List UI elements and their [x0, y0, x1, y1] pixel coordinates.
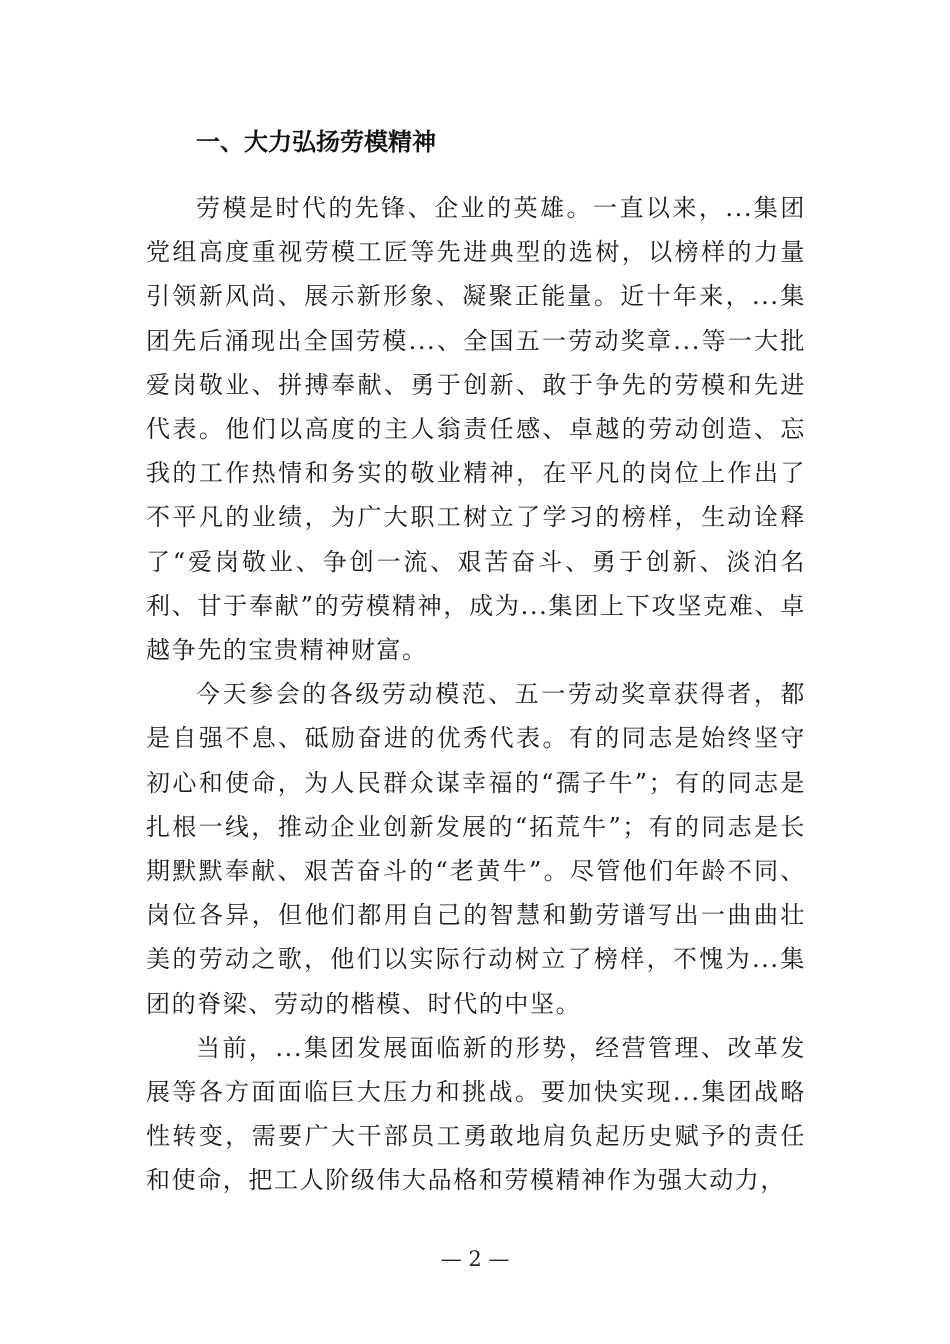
body-text	[146, 186, 806, 1203]
page-number: — 2 —	[440, 1247, 510, 1271]
section-heading: 一、大力弘扬劳模精神	[196, 128, 436, 156]
paragraph: 劳模是时代的先锋、企业的英雄。一直以来，...集团党组高度重视劳模工匠等先进典型的选树，以榜样的力量引领新风尚、展示新形象、凝聚正能量。近十年来，...集团先后涌现出全国劳模...、全国五一劳动奖章...等一大批爱岗敬业、拼搏奉献、勇于创新、敢于争先的劳模和先进代表。他们以高度的主人翁责任感、卓越的劳动创造、忘我的工作热情和务实的敬业精神，在平凡的岗位上作出了不平凡的业绩，为广大职工树立了学习的榜样，生动诠释了“爱岗敬业、争创一流、艰苦奋斗、勇于创新、淡泊名利、甘于奉献”的劳模精神，成为...集团上下攻坚克难、卓越争先的宝贵精神财富。	[146, 194, 806, 665]
paragraph: 今天参会的各级劳动模范、五一劳动奖章获得者，都是自强不息、砥励奋进的优秀代表。有的同志是始终坚守初心和使命，为人民群众谋幸福的“孺子牛”；有的同志是扎根一线，推动企业创新发展的“拓荒牛”；有的同志是长期默默奉献、艰苦奋斗的“老黄牛”。尽管他们年龄不同、岗位各异，但他们都用自己的智慧和勤劳谱写出一曲曲壮美的劳动之歌，他们以实际行动树立了榜样，不愧为...集团的脊梁、劳动的楷模、时代的中坚。	[146, 680, 806, 1018]
paragraph: 当前，...集团发展面临新的形势，经营管理、改革发展等各方面面临巨大压力和挑战。要加快实现...集团战略性转变，需要广大干部员工勇敢地肩负起历史赋予的责任和使命，把工人阶级伟大品格和劳模精神作为强大动力，	[146, 1033, 806, 1195]
